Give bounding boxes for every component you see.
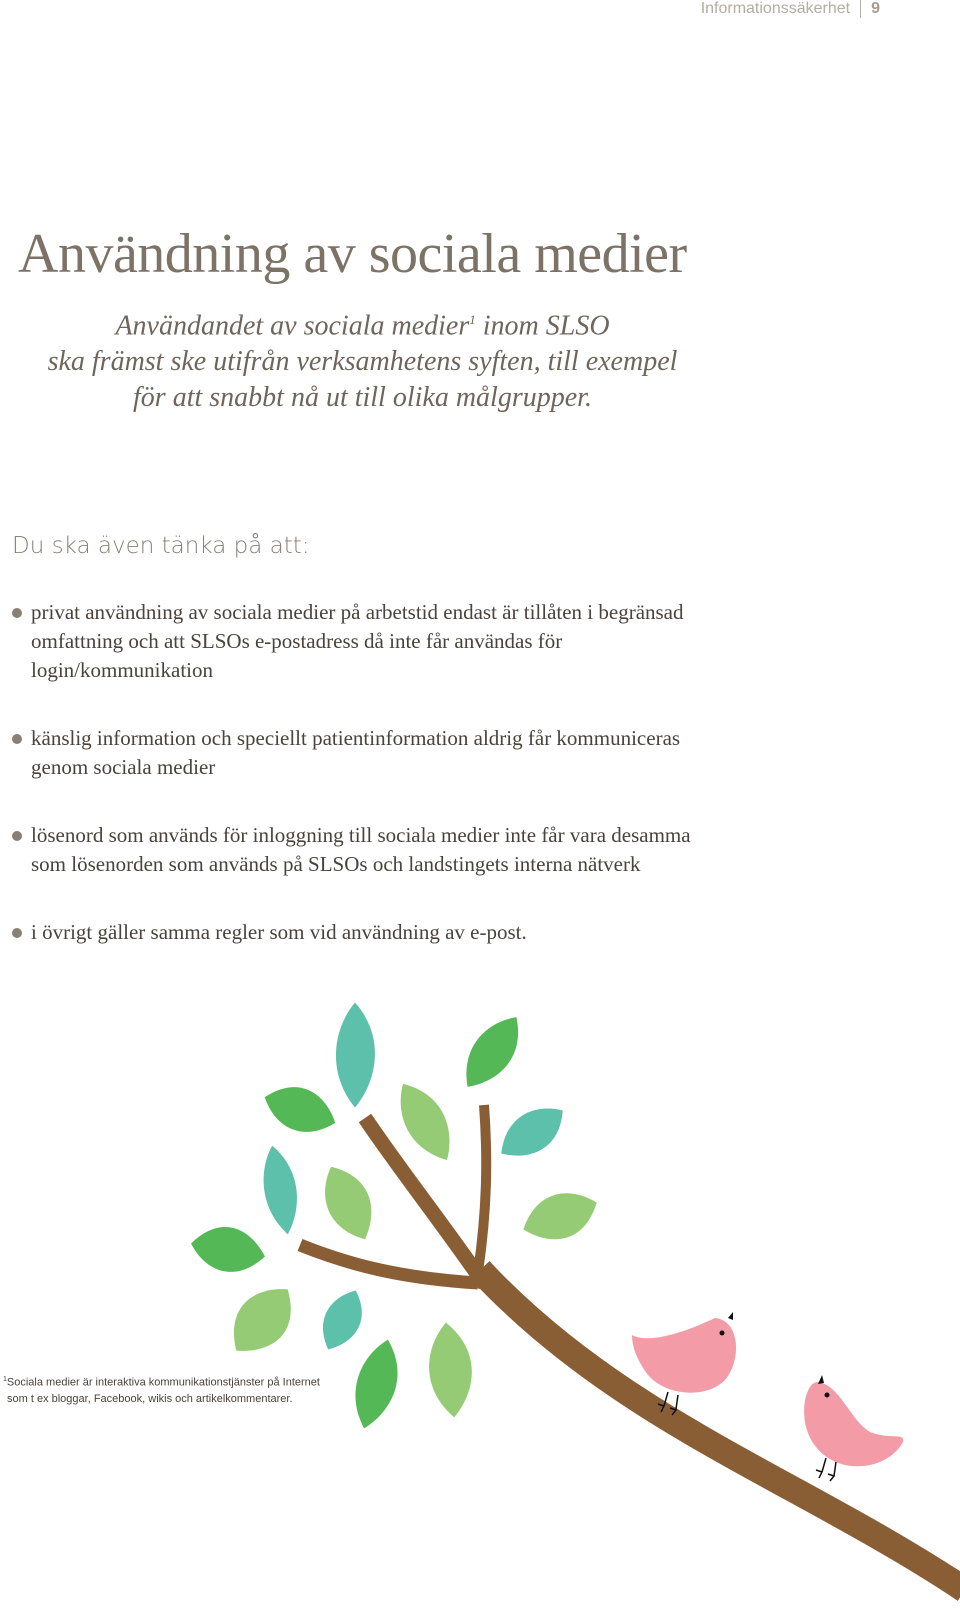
list-item-text: lösenord som används för inloggning till sociala medier inte får vara desamma som lösenorden som används på SLSOs och landstingets interna nätverk — [31, 823, 691, 876]
footnote-text: Sociala medier är interaktiva kommunikationstjänster på Internet — [6, 1376, 320, 1389]
section-name: Informationssäkerhet — [700, 0, 851, 17]
lead-text: Användandet av sociala medier — [115, 310, 470, 342]
leaf — [257, 1143, 304, 1237]
lead-line: ska främst ske utifrån verksamhetens syften, till exempel — [47, 346, 678, 378]
list-item-text: känslig information och speciellt patientinformation aldrig får kommuniceras genom sociala medier — [31, 726, 681, 779]
leaves — [187, 1003, 604, 1434]
footnote-ref: 1 — [469, 312, 476, 327]
leaf — [312, 1158, 384, 1248]
list-item-text: privat användning av sociala medier på arbetstid endast är tillåten i begränsad omfattning och att SLSOs e-postadress då inte får användas för login/kommunikation — [31, 600, 684, 682]
leaf — [187, 1221, 269, 1278]
lead-line: för att snabbt nå ut till olika målgrupper. — [133, 382, 592, 414]
leaf — [258, 1077, 343, 1143]
leaf — [336, 1003, 375, 1108]
bird — [804, 1375, 903, 1481]
page-title: Användning av sociala medier — [18, 223, 687, 285]
leaf — [425, 1321, 476, 1419]
page-number: 9 — [871, 0, 880, 17]
leaf — [313, 1283, 373, 1357]
branch — [300, 1105, 960, 1590]
footnote — [3, 1372, 320, 1407]
leaf — [452, 1006, 533, 1098]
lead-text: inom SLSO — [475, 310, 610, 342]
leaf — [516, 1182, 604, 1250]
subheading: Du ska även tänka på att: — [12, 533, 310, 559]
leaf — [218, 1274, 307, 1367]
footnote-text: som t ex bloggar, Facebook, wikis och artikelkommentarer. — [7, 1392, 293, 1405]
list-item-text: i övrigt gäller samma regler som vid användning av e-post. — [31, 920, 527, 944]
leaf — [346, 1335, 407, 1434]
footnote-marker: 1 — [3, 1376, 7, 1383]
leaf — [490, 1095, 574, 1170]
